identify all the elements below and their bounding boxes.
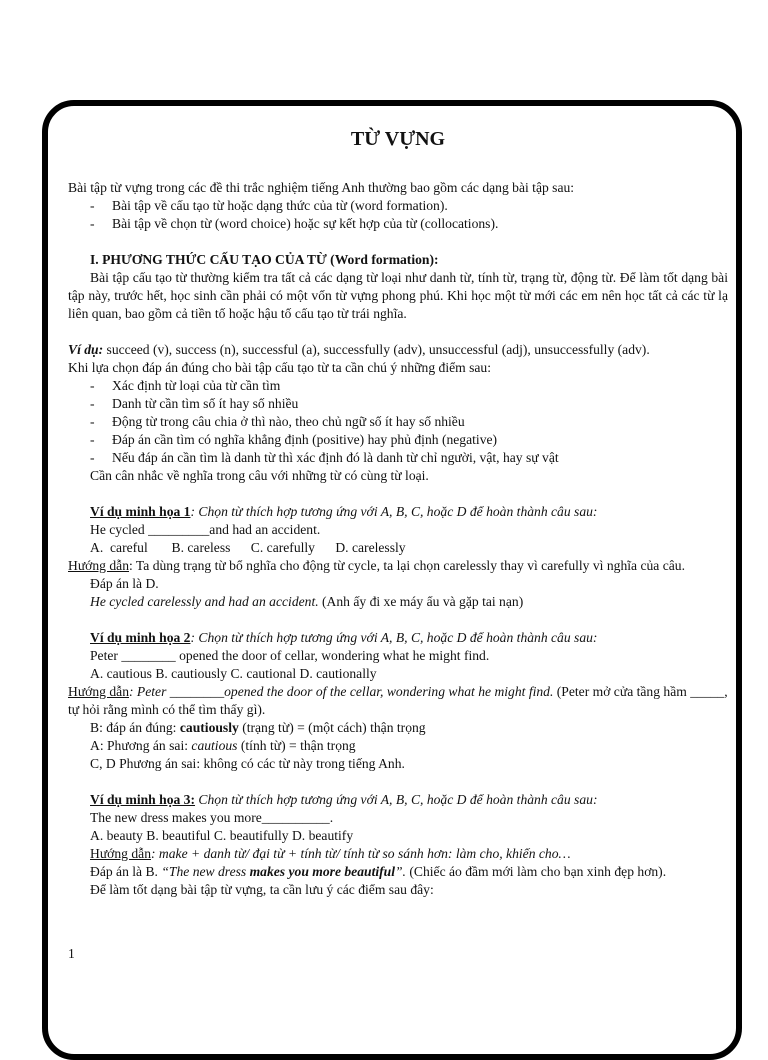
guide-sentence: : Peter ________opened the door of the cellar, wondering what he might find. xyxy=(129,684,554,699)
example1-options: A. careful B. careless C. carefully D. carelessly xyxy=(90,540,406,555)
q-text: He cycled xyxy=(90,522,149,537)
example2-answer-b xyxy=(68,719,728,737)
guide-label: Hướng dẫn xyxy=(68,558,129,573)
example3-instruction: Chọn từ thích hợp tương ứng với A, B, C, hoặc D để hoàn thành câu sau: xyxy=(195,792,598,807)
example-line xyxy=(68,341,728,359)
example2-options: A. cautious B. cautiously C. cautional D. cautionally xyxy=(90,666,377,681)
answer-quote: “The new dress xyxy=(161,864,250,879)
example2-label: Ví dụ minh họa 2 xyxy=(90,630,191,645)
note-item: - Nếu đáp án cần tìm là danh từ thì xác định đó là danh từ chỉ người, vật, hay sự vật xyxy=(68,449,728,467)
note-item: - Động từ trong câu chia ở thì nào, theo chủ ngữ số ít hay số nhiều xyxy=(68,413,728,431)
closing-line: Để làm tốt dạng bài tập từ vựng, ta cần lưu ý các điểm sau đây: xyxy=(90,882,434,897)
example-text: succeed (v), success (n), successful (a), successfully (adv), unsuccessful (adj), unsuccessfully (adv). xyxy=(103,342,650,357)
answer-word: cautiously xyxy=(179,720,239,735)
answer-translation: (Chiếc áo đầm mới làm cho bạn xinh đẹp hơn). xyxy=(405,864,667,879)
example1-question xyxy=(68,521,728,539)
guide-label: Hướng dẫn xyxy=(90,846,151,861)
page-number: 1 xyxy=(68,946,75,961)
example3-answer xyxy=(68,863,728,881)
answer-text: B: đáp án đúng: xyxy=(90,720,180,735)
intro-item: - Bài tập về chọn từ (word choice) hoặc sự kết hợp của từ (collocations). xyxy=(68,215,728,233)
answer-word: cautious xyxy=(191,738,238,753)
example-label: Ví dụ: xyxy=(68,342,104,357)
answer-text: Đáp án là B. xyxy=(90,864,162,879)
document-body xyxy=(68,127,728,899)
example1-heading xyxy=(68,503,728,521)
page-title: TỪ VỰNG xyxy=(350,128,446,150)
note-item: - Xác định từ loại của từ cần tìm xyxy=(68,377,728,395)
example1-label: Ví dụ minh họa 1 xyxy=(90,504,191,519)
example3-guide xyxy=(68,845,728,863)
answer-text: (tính từ) = thận trọng xyxy=(237,738,356,753)
example2-answer-a xyxy=(68,737,728,755)
note-item: - Danh từ cần tìm số ít hay số nhiều xyxy=(68,395,728,413)
example1-guide xyxy=(68,557,728,575)
example2-question: Peter ________ opened the door of cellar, wondering what he might find. xyxy=(90,648,490,663)
example3-question: The new dress makes you more__________. xyxy=(90,810,334,825)
final-translation: (Anh ấy đi xe máy ẩu và gặp tai nạn) xyxy=(318,594,524,609)
guide-translation: (Peter mở cửa tầng hầm _____, tự hỏi rằng mình có thể tìm thấy gì). xyxy=(68,684,728,717)
example1-instruction: : Chọn từ thích hợp tương ứng với A, B, C, hoặc D để hoàn thành câu sau: xyxy=(190,504,598,519)
section-heading: I. PHƯƠNG THỨC CẤU TẠO CỦA TỪ (Word formation): xyxy=(90,252,439,267)
q-text: and had an accident. xyxy=(209,522,321,537)
note-after: Cần cân nhắc về nghĩa trong câu với những từ có cùng từ loại. xyxy=(90,468,429,483)
example3-label: Ví dụ minh họa 3: xyxy=(90,792,196,807)
example3-heading xyxy=(68,791,728,809)
example1-final xyxy=(68,593,728,611)
example2-instruction: : Chọn từ thích hợp tương ứng với A, B, C, hoặc D để hoàn thành câu sau: xyxy=(190,630,598,645)
example2-heading xyxy=(68,629,728,647)
example1-answer: Đáp án là D. xyxy=(90,576,159,591)
intro-item: - Bài tập về cấu tạo từ hoặc dạng thức của từ (word formation). xyxy=(68,197,728,215)
q-blank: _________ xyxy=(148,522,210,537)
answer-text: (trạng từ) = (một cách) thận trọng xyxy=(238,720,426,735)
example2-answer-cd: C, D Phương án sai: không có các từ này trong tiếng Anh. xyxy=(90,756,405,771)
answer-bold: makes you more beautiful xyxy=(249,864,395,879)
example2-guide xyxy=(68,683,728,719)
note-item: - Đáp án cần tìm có nghĩa khẳng định (positive) hay phủ định (negative) xyxy=(68,431,728,449)
answer-quote: ”. xyxy=(395,864,406,879)
section-paragraph: Bài tập cấu tạo từ thường kiểm tra tất cả các dạng từ loại như danh từ, tính từ, trạng từ, động từ. Để làm tốt dạng bài tập này, trước hết, học sinh cần phải có một vốn từ vựng phong phú. Khi học một từ mới các em nên học tất cả các từ lạ liên quan, bao gồm cả tiền tố hoặc hậu tố cấu tạo từ trái nghĩa. xyxy=(68,270,728,321)
answer-text: A: Phương án sai: xyxy=(90,738,192,753)
example3-options: A. beauty B. beautiful C. beautifully D. beautify xyxy=(90,828,354,843)
guide-text: : make + danh từ/ đại từ + tính từ/ tính từ so sánh hơn: làm cho, khiến cho… xyxy=(151,846,571,861)
guide-text: : Ta dùng trạng từ bổ nghĩa cho động từ cycle, ta lại chọn carelessly thay vì carefully vì nghĩa của câu. xyxy=(129,558,685,573)
intro-text: Bài tập từ vựng trong các đề thi trắc nghiệm tiếng Anh thường bao gồm các dạng bài tập sau: xyxy=(68,180,575,195)
note-intro: Khi lựa chọn đáp án đúng cho bài tập cấu tạo từ ta cần chú ý những điểm sau: xyxy=(68,360,491,375)
guide-label: Hướng dẫn xyxy=(68,684,129,699)
final-sentence: He cycled carelessly and had an accident. xyxy=(90,594,319,609)
